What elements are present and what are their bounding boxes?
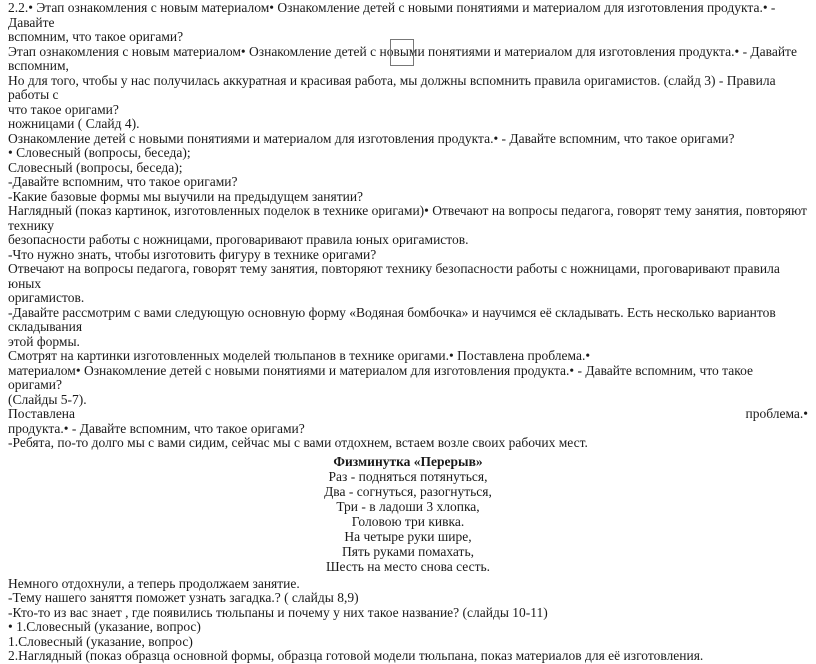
paragraph-line: вспомним, что такое оригами? [8,29,184,44]
paragraph-line: -Что нужно знать, чтобы изготовить фигуру в технике оригами? [8,246,377,262]
paragraph-line: -Ребята, по-то долго мы с вами сидим, сейчас мы с вами отдохнем, встаем возле своих рабочих мест. [8,435,588,450]
paragraph-line: безопасности работы с ножницами, проговаривают правила юных оригамистов. [8,232,469,247]
poem-line: На четыре руки шире, [344,528,472,544]
paragraph-line: Отвечают на вопросы педагога, говорят тему занятия, повторяют технику безопасности работы с ножницами, проговаривают правила юных [8,261,780,291]
poem-line: Два - согнуться, разогнуться, [324,483,492,499]
paragraph-line: материалом• Ознакомление детей с новыми понятиями и материалом для изготовления продукта.• - Давайте вспомним, что такое оригами? [8,362,754,392]
paragraph-line: Но для того, чтобы у нас получилась аккуратная и красивая работа, мы должны вспомнить правила оригамистов. (слайд 3) - Правила работы с [8,72,776,102]
empty-frame [390,39,414,66]
paragraph-line: Наглядный (показ картинок, изготовленных поделок в технике оригами)• Отвечают на вопросы педагога, говорят тему занятия, повторяют технику [8,203,807,233]
paragraph-line: -Давайте рассмотрим с вами следующую основную форму «Водяная бомбочка» и научимся её складывать. Есть несколько вариантов складывания [8,304,776,334]
paragraph-line: Смотрят на картинки изготовленных моделей тюльпанов в технике оригами.• Поставлена проблема.• [8,348,591,363]
paragraph-line: -Тему нашего заняття поможет узнать загадка.? ( слайды 8,9) [8,590,359,605]
paragraph-line [8,407,808,422]
poem-title: Физминутка «Перерыв» [333,453,483,469]
poem-line: Головою три кивка. [351,513,465,529]
paragraph-word: Поставлена [8,406,76,421]
poem-line: Раз - подняться потянуться, [328,468,488,484]
paragraph-line: продукта.• - Давайте вспомним, что такое оригами? [8,420,305,436]
paragraph-line: 2.2.• Этап ознакомления с новым материалом• Ознакомление детей с новыми понятиями и материалом для изготовления продукта.• - Давайте [8,0,776,30]
poem-line: Три - в ладоши 3 хлопка, [336,498,480,514]
paragraph-line: 2.Наглядный (показ образца основной формы, образца готовой модели тюльпана, показ материалов для её изготовления. [8,648,704,663]
paragraph-line: 1.Словесный (указание, вопрос) [8,633,193,649]
paragraph-word: проблема.• [745,406,808,421]
paragraph-line: что такое оригами? [8,101,119,117]
paragraph-line: этой формы. [8,333,80,349]
paragraph-line: оригамистов. [8,290,85,305]
paragraph-line: Словесный (вопросы, беседа); [8,159,183,175]
paragraph-line: -Какие базовые формы мы выучили на предыдущем занятии? [8,188,364,204]
paragraph-line: ножницами ( Слайд 4). [8,116,140,131]
paragraph-line: Немного отдохнули, а теперь продолжаем занятие. [8,575,300,591]
paragraph-line: (Слайды 5-7). [8,391,87,407]
paragraph-line: Ознакомление детей с новыми понятиями и материалом для изготовления продукта.• - Давайте вспомним, что такое оригами? [8,130,735,146]
poem-line: Пять руками помахать, [341,543,474,559]
paragraph-line: Этап ознакомления с новым материалом• Ознакомление детей с новыми понятиями и материалом для изготовления продукта.• - Давайте вспомним, [8,43,797,73]
poem-line: Шесть на место снова сесть. [325,558,491,574]
paragraph-line: • 1.Словесный (указание, вопрос) [8,619,201,634]
paragraph-line: • Словесный (вопросы, беседа); [8,145,191,160]
paragraph-line: -Давайте вспомним, что такое оригами? [8,174,238,189]
paragraph-line: -Кто-то из вас знает , где появились тюльпаны и почему у них такое название? (слайды 10-11) [8,604,548,620]
